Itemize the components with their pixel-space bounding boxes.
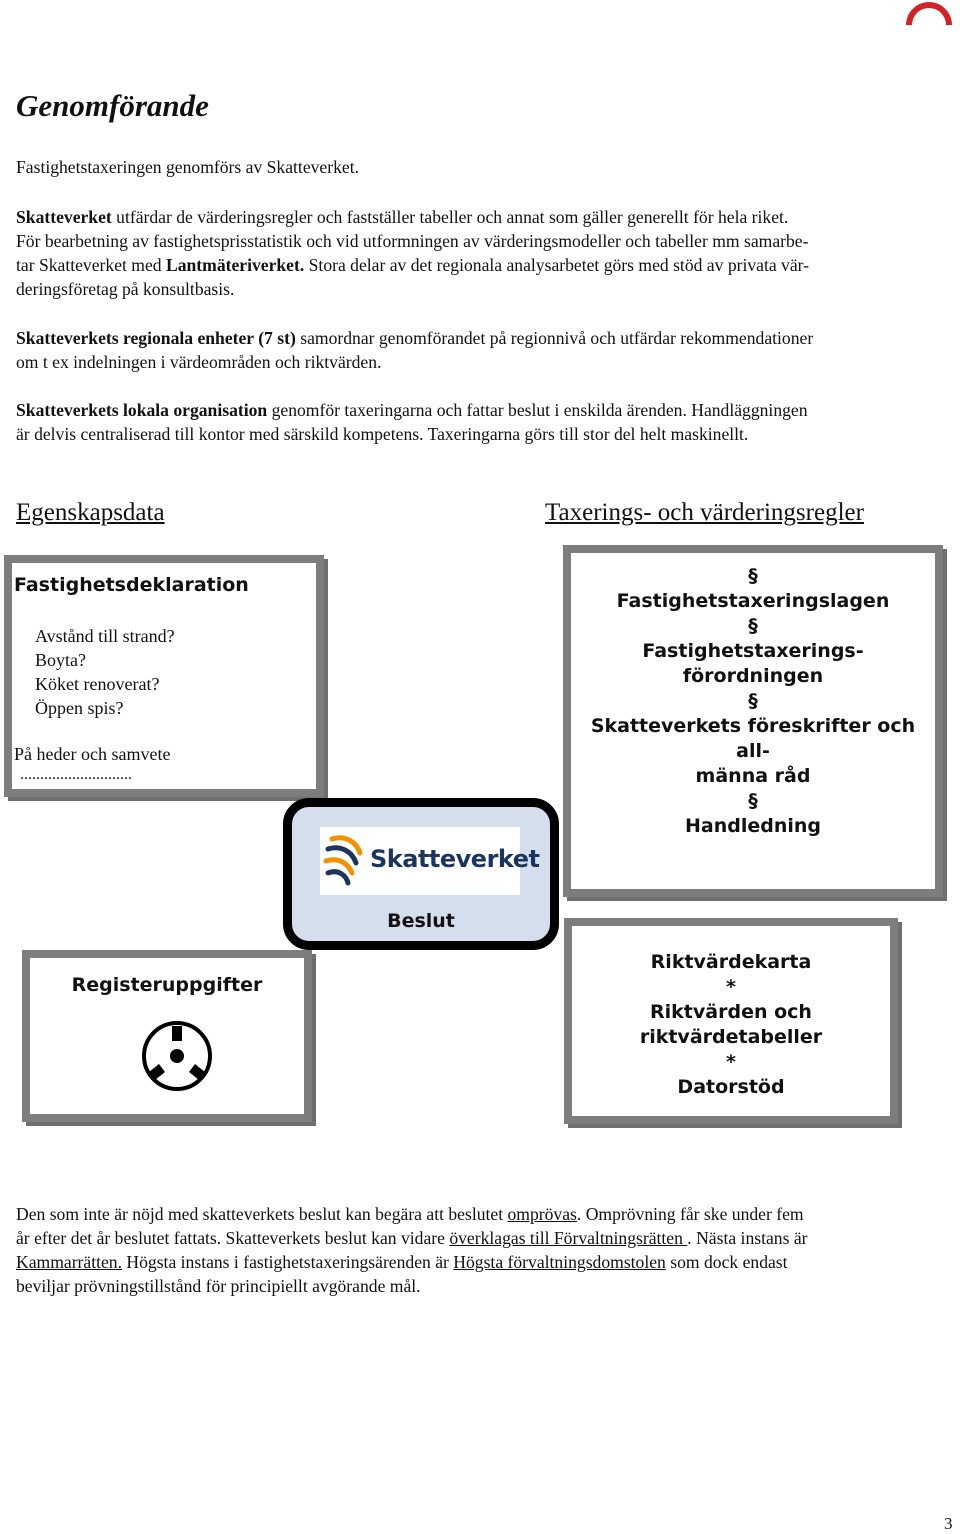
intro-paragraph: Fastighetstaxeringen genomförs av Skatteverket. xyxy=(16,157,359,177)
question-item: Avstånd till strand? xyxy=(35,626,175,646)
rule-item: Skatteverkets föreskrifter och all- xyxy=(590,715,916,762)
rule-item: förordningen xyxy=(682,665,824,687)
declaration-box xyxy=(4,555,324,797)
question-item: Öppen spis? xyxy=(35,698,124,718)
rule-item: Handledning xyxy=(684,815,821,837)
skatteverket-logo xyxy=(320,827,540,895)
section-sign-icon: § xyxy=(748,615,758,637)
value-item: Riktvärden och xyxy=(650,1001,812,1023)
section-sign-icon: § xyxy=(748,690,758,712)
rule-item: Fastighetstaxeringslagen xyxy=(616,590,890,612)
rule-item: männa råd xyxy=(695,765,811,787)
value-item: riktvärdetabeller xyxy=(639,1026,823,1048)
rules-title: Taxerings- och värderingsregler xyxy=(545,499,864,526)
value-item: Riktvärdekarta xyxy=(650,951,812,973)
asterisk-separator: * xyxy=(726,1051,736,1073)
declaration-title: Fastighetsdeklaration xyxy=(14,574,249,596)
rules-box xyxy=(563,545,943,897)
rules-list xyxy=(571,564,935,839)
section-sign-icon: § xyxy=(748,790,758,812)
reconsider-link[interactable]: omprövas xyxy=(507,1204,577,1224)
supreme-court-link[interactable]: Högsta förvaltningsdomstolen xyxy=(453,1252,666,1272)
sun-burst-icon xyxy=(322,831,370,891)
corner-arc-icon xyxy=(896,0,960,58)
decision-label: Beslut xyxy=(387,910,455,932)
computer-tape-icon xyxy=(137,1020,217,1092)
responsibility-paragraph: Skatteverket utfärdar de värderingsregler och fastställer tabeller och annat som gäller generellt för hela riket. För bearbetning av fastighetsprisstatistik och vid utformningen av värderingsmodeller och tabeller mm samarbe- tar Skatteverket med Lantmäteriverket. Stora delar av det regionala analysarbetet görs med stöd av privata vär- deringsföretag på konsultbasis. xyxy=(16,207,810,299)
regional-units-paragraph: Skatteverkets regionala enheter (7 st) samordnar genomförandet på regionnivå och utfärdar rekommendationer om t ex indelningen i värdeområden och riktvärden. xyxy=(16,328,814,372)
appeal-paragraph: Den som inte är nöjd med skatteverkets beslut kan begära att beslutet omprövas. Omprövning får ske under fem år efter det år beslutet fattats. Skatteverkets beslut kan vidare överklagas till Förvaltningsrätten . Nästa instans är Kammarrätten. Högsta instans i fastighetstaxeringsärenden är Högsta förvaltningsdomstolen som dock endast beviljar prövningstillstånd för principiellt avgörande mål. xyxy=(16,1204,808,1296)
register-box xyxy=(22,950,312,1122)
declaration-dots: ............................ xyxy=(20,766,132,783)
declaration-questions xyxy=(35,624,175,720)
values-box xyxy=(564,918,898,1124)
decision-box xyxy=(283,798,559,950)
value-item: Datorstöd xyxy=(677,1076,785,1098)
rule-item: Fastighetstaxerings- xyxy=(642,640,864,662)
question-item: Köket renoverat? xyxy=(35,674,160,694)
question-item: Boyta? xyxy=(35,650,86,670)
section-sign-icon: § xyxy=(748,565,758,587)
court-of-appeal-link[interactable]: Kammarrätten. xyxy=(16,1252,123,1272)
oath-text: På heder och samvete xyxy=(14,744,171,764)
values-list xyxy=(572,950,890,1100)
local-organisation-paragraph: Skatteverkets lokala organisation genomför taxeringarna och fattar beslut i enskilda ärenden. Handläggningen är delvis centraliserad till kontor med särskild kompetens. Taxeringarna görs till stor del helt maskinellt. xyxy=(16,400,808,444)
property-data-title: Egenskapsdata xyxy=(16,499,165,526)
administrative-court-link[interactable]: överklagas till Förvaltningsrätten xyxy=(449,1228,688,1248)
page-heading: Genomförande xyxy=(16,88,209,123)
register-title: Registeruppgifter xyxy=(71,974,263,996)
asterisk-separator: * xyxy=(726,976,736,998)
logo-wordmark: Skatteverket xyxy=(370,845,540,873)
page-number: 3 xyxy=(944,1514,953,1533)
